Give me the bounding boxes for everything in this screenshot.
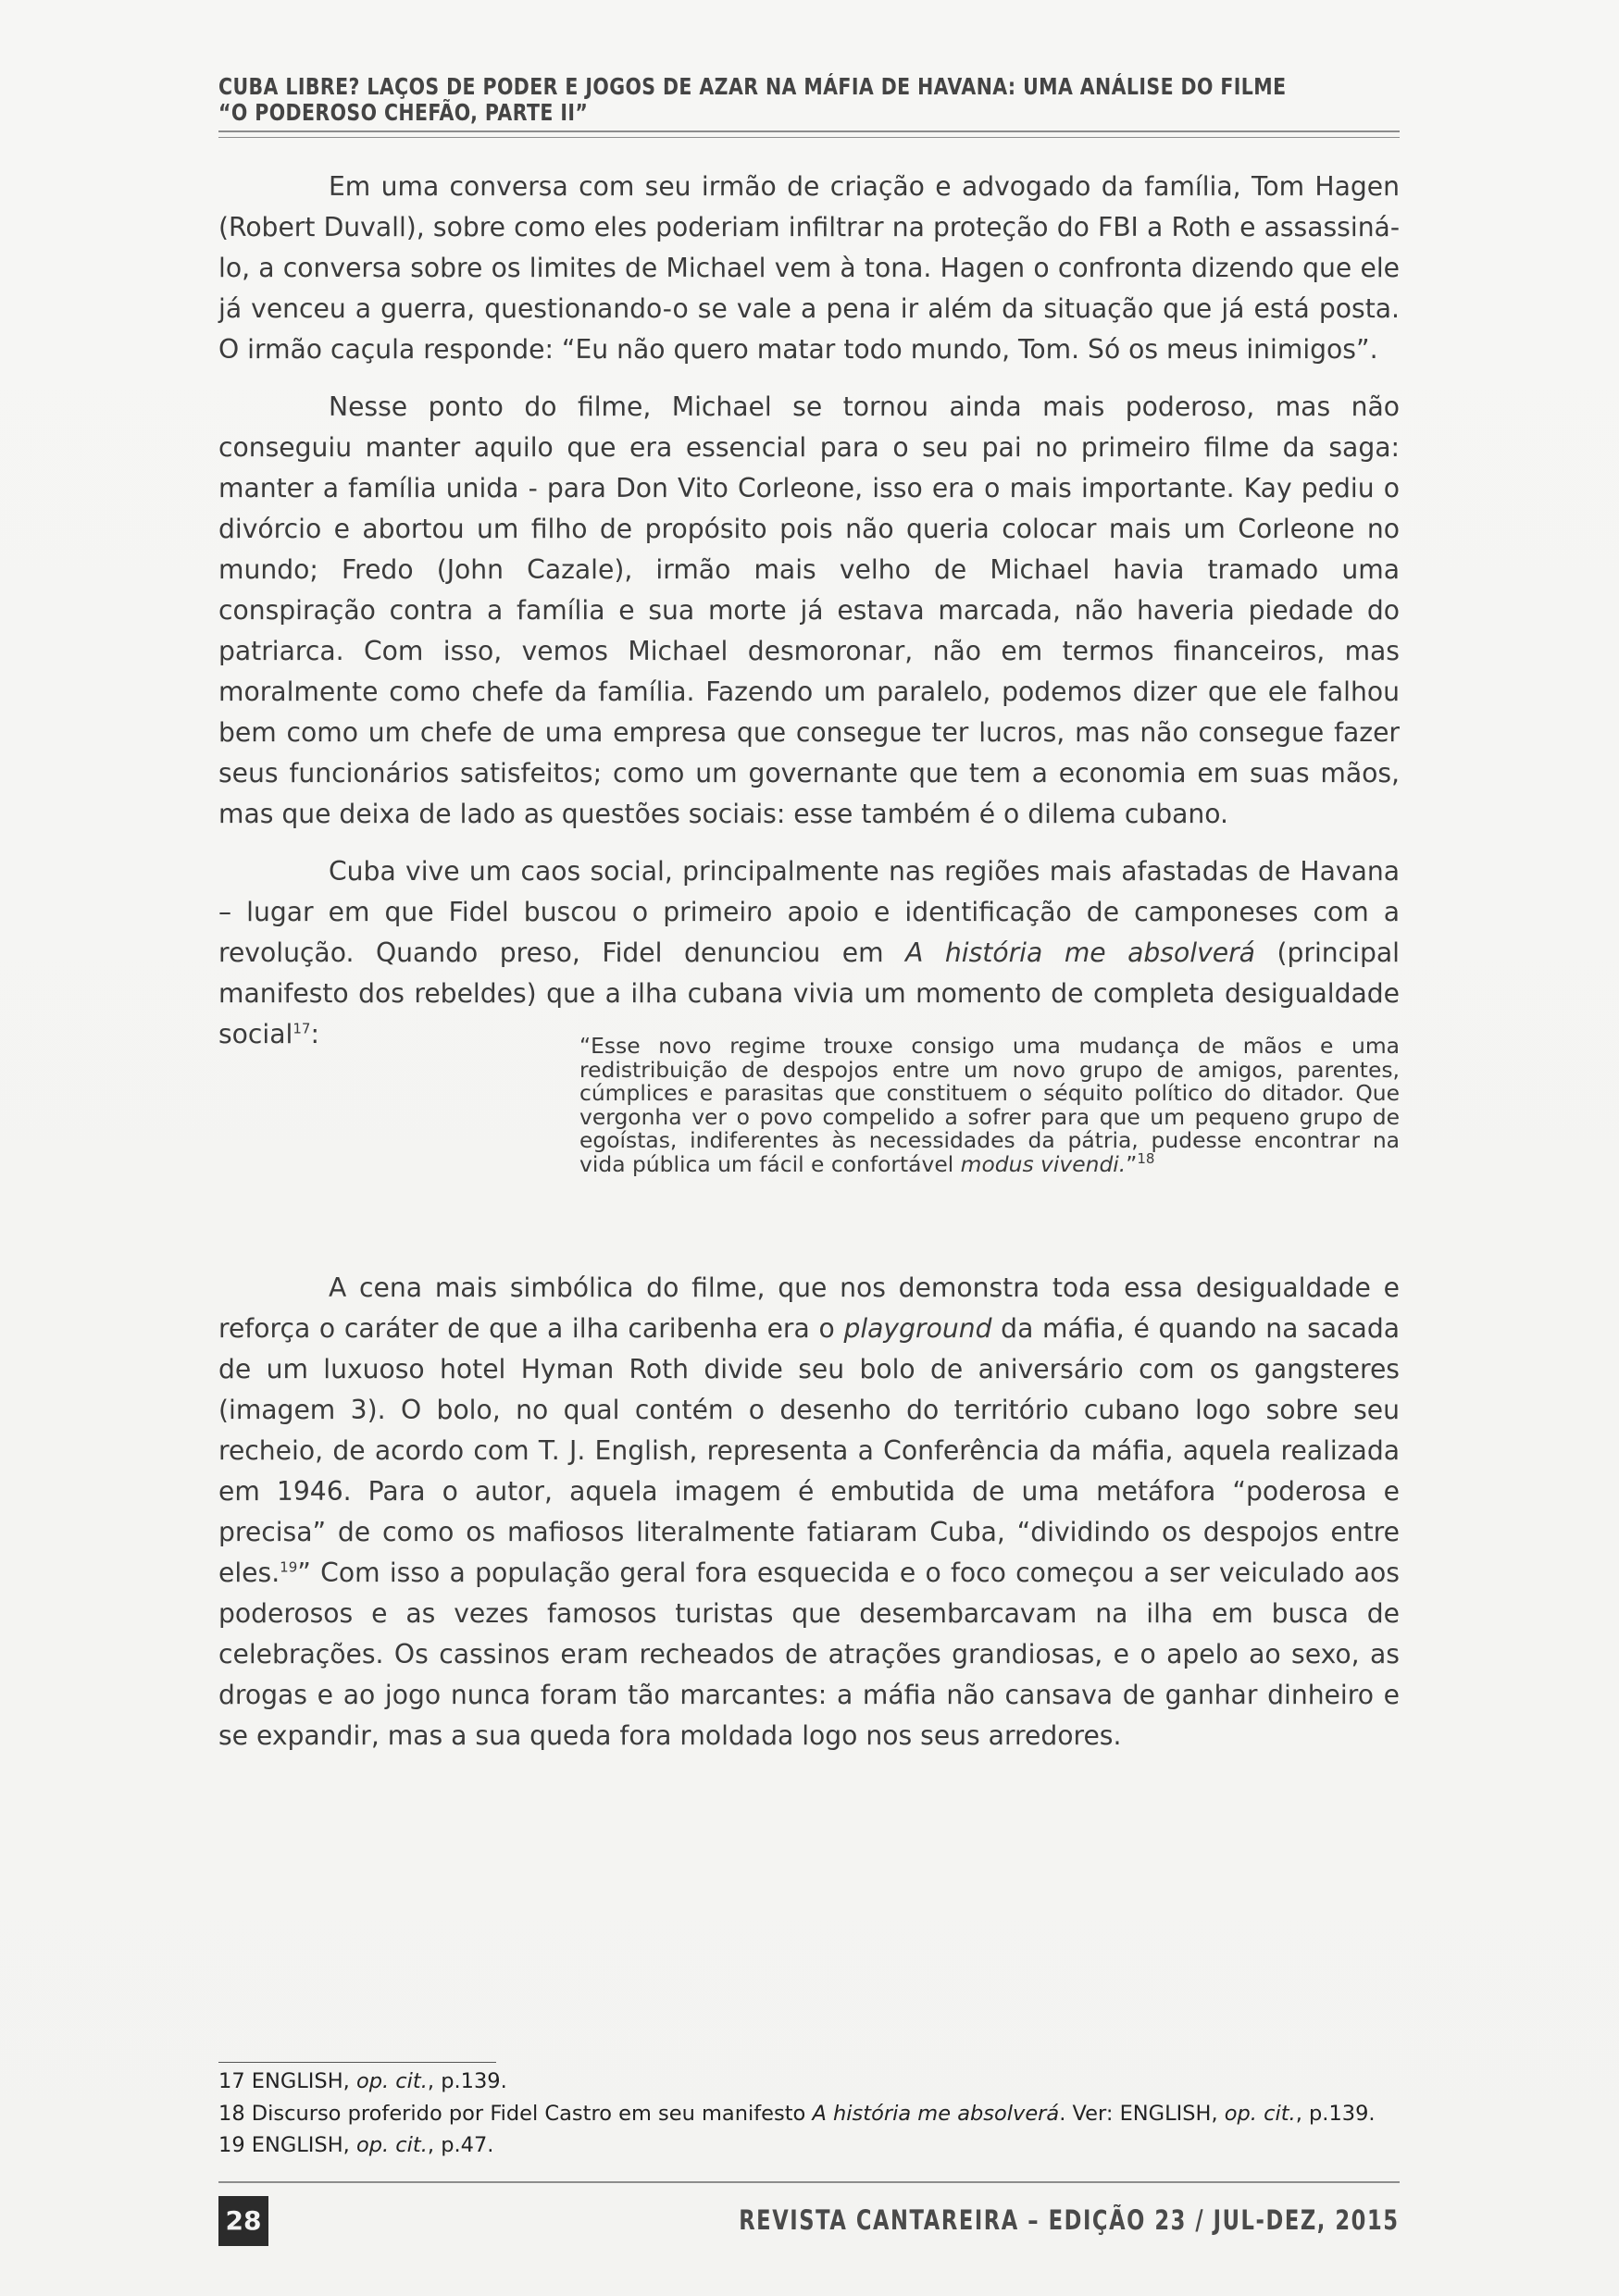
footnote-19-end: , p.47. bbox=[427, 2133, 494, 2157]
footnote-19-italic: op. cit. bbox=[355, 2133, 428, 2157]
paragraph-1: Em uma conversa com seu irmão de criação e advogado da família, Tom Hagen (Robert Duvall), sobre como eles poderiam infiltrar na proteção do FBI a Roth e assassiná-lo, a conversa sobre os limites de Michael vem à tona. Hagen o confronta dizendo que ele já venceu a guerra, questionando-o se vale a pena ir além da situação que já está posta. O irmão caçula responde: “Eu não quero matar todo mundo, Tom. Só os meus inimigos”. bbox=[218, 171, 1400, 365]
footnote-divider bbox=[218, 2062, 496, 2063]
footnote-19-text: 19 ENGLISH, bbox=[218, 2133, 356, 2157]
footer-divider bbox=[218, 2181, 1400, 2183]
running-header bbox=[218, 74, 1400, 126]
header-divider-thin bbox=[218, 137, 1400, 138]
footnote-19 bbox=[218, 2129, 1422, 2162]
header-title-line2: “O PODEROSO CHEFÃO, PARTE II” bbox=[218, 99, 589, 126]
footnote-ref-17[interactable]: 17 bbox=[293, 1020, 311, 1037]
footnote-ref-19[interactable]: 19 bbox=[280, 1558, 298, 1576]
paragraph-3-text-b: (principal manifesto dos rebeldes) que a ilha cubana vivia um momento de completa desigualdade social bbox=[218, 937, 1400, 1049]
article-body bbox=[218, 167, 1400, 1055]
footnotes bbox=[218, 2066, 1422, 2162]
paragraph-4-italic: playground bbox=[843, 1313, 992, 1344]
footnote-18-text: 18 Discurso proferido por Fidel Castro em seu manifesto bbox=[218, 2101, 813, 2126]
page-number: 28 bbox=[218, 2196, 268, 2246]
footnote-17-italic: op. cit. bbox=[355, 2069, 428, 2093]
paragraph-2: Nesse ponto do filme, Michael se tornou ainda mais poderoso, mas não conseguiu manter aquilo que era essencial para o seu pai no primeiro filme da saga: manter a família unida - para Don Vito Corleone, isso era o mais importante. Kay pediu o divórcio e abortou um filho de propósito pois não queria colocar mais um Corleone no mundo; Fredo (John Cazale), irmão mais velho de Michael havia tramado uma conspiração contra a família e sua morte já estava marcada, não haveria piedade do patriarca. Com isso, vemos Michael desmoronar, não em termos financeiros, mas moralmente como chefe da família. Fazendo um paralelo, podemos dizer que ele falhou bem como um chefe de uma empresa que consegue ter lucros, mas não consegue fazer seus funcionários satisfeitos; como um governante que tem a economia em suas mãos, mas que deixa de lado as questões sociais: esse também é o dilema cubano. bbox=[218, 391, 1400, 829]
header-title-line1: CUBA LIBRE? LAÇOS DE PODER E JOGOS DE AZAR NA MÁFIA DE HAVANA: UMA ANÁLISE DO FILME bbox=[218, 73, 1287, 100]
paragraph-4-text-a: A cena mais simbólica do filme, que nos demonstra toda essa desigualdade e reforça o caráter de que a ilha caribenha era o bbox=[218, 1272, 1400, 1344]
paragraph-3-text-a: Cuba vive um caos social, principalmente nas regiões mais afastadas de Havana – lugar em que Fidel buscou o primeiro apoio e identificação de camponeses com a revolução. Quando preso, Fidel denunciou em bbox=[218, 856, 1400, 968]
paragraph-3-text-end: : bbox=[310, 1019, 319, 1049]
footnote-18-italic-title: A história me absolverá bbox=[812, 2101, 1060, 2126]
footnote-18-end: , p.139. bbox=[1295, 2101, 1376, 2126]
quote-italic: modus vivendi. bbox=[960, 1150, 1127, 1177]
footnote-17-end: , p.139. bbox=[427, 2069, 507, 2093]
paragraph-4-text-b: da máfia, é quando na sacada de um luxuoso hotel Hyman Roth divide seu bolo de aniversário com os gangsteres (imagem 3). O bolo, no qual contém o desenho do território cubano logo sobre seu recheio, de acordo com T. J. English, representa a Conferência da máfia, aquela realizada em 1946. Para o autor, aquela imagem é embutida de uma metáfora “poderosa e precisa” de como os mafiosos literalmente fatiaram Cuba, “dividindo os despojos entre eles. bbox=[218, 1313, 1400, 1588]
block-quote bbox=[579, 1035, 1400, 1176]
footnote-17 bbox=[218, 2066, 1422, 2098]
article-body-continued bbox=[218, 1268, 1400, 1756]
footnote-18 bbox=[218, 2098, 1422, 2130]
quote-text: “Esse novo regime trouxe consigo uma mudança de mãos e uma redistribuição de despojos entre um novo grupo de amigos, parentes, cúmplices e parasitas que constituem o séquito político do ditador. Que vergonha ver o povo compelido a sofrer para que um pequeno grupo de egoístas, indiferentes às necessidades da pátria, pudesse encontrar na vida pública um fácil e confortável bbox=[579, 1033, 1400, 1177]
paragraph-4-text-c: ” Com isso a população geral fora esquecida e o foco começou a ser veiculado aos poderosos e as vezes famosos turistas que desembarcavam na ilha em busca de celebrações. Os cassinos eram recheados de atrações grandiosas, e o apelo ao sexo, as drogas e ao jogo nunca foram tão marcantes: a máfia não cansava de ganhar dinheiro e se expandir, mas a sua queda fora moldada logo nos seus arredores. bbox=[218, 1558, 1400, 1751]
footnote-18-italic: op. cit. bbox=[1224, 2101, 1296, 2126]
paragraph-4 bbox=[218, 1268, 1400, 1756]
footnote-18-mid: . Ver: ENGLISH, bbox=[1059, 2101, 1225, 2126]
footnote-17-text: 17 ENGLISH, bbox=[218, 2069, 356, 2093]
journal-name: REVISTA CANTAREIRA – EDIÇÃO 23 / JUL-DEZ, 2015 bbox=[739, 2204, 1400, 2236]
header-divider bbox=[218, 130, 1400, 132]
paragraph-3-title-italic: A história me absolverá bbox=[905, 937, 1255, 968]
quote-close: ” bbox=[1126, 1150, 1138, 1177]
footnote-ref-18[interactable]: 18 bbox=[1137, 1149, 1155, 1167]
paragraph-3 bbox=[218, 851, 1400, 1055]
